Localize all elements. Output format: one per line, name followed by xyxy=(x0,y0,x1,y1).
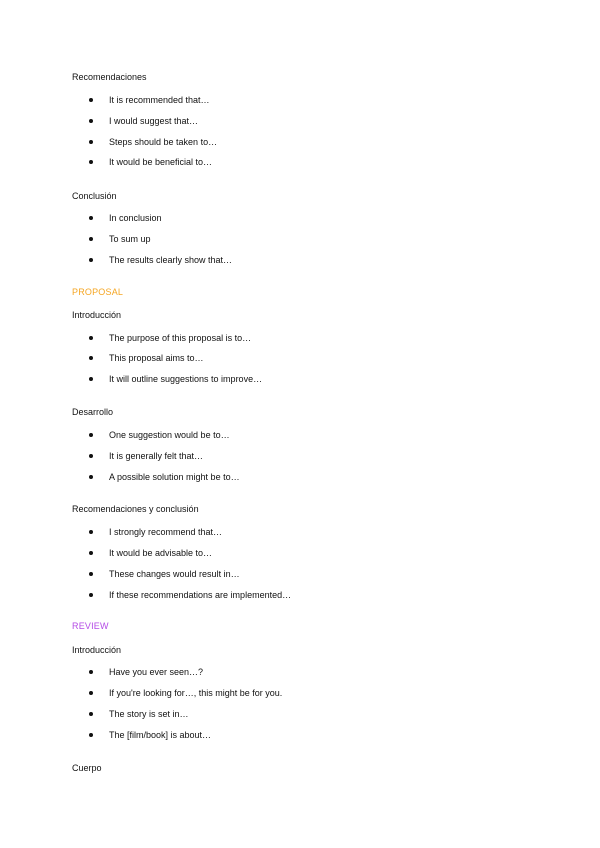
bullet-icon xyxy=(89,530,93,534)
list-item-text: To sum up xyxy=(109,234,151,244)
bullet-icon xyxy=(89,572,93,576)
bullet-icon xyxy=(89,336,93,340)
bullet-icon xyxy=(89,140,93,144)
bullet-icon xyxy=(89,433,93,437)
bullet-icon xyxy=(89,691,93,695)
bullet-icon xyxy=(89,356,93,360)
list-item-text: The results clearly show that… xyxy=(109,255,233,265)
bullet-icon xyxy=(89,475,93,479)
list-item-text: Steps should be taken to… xyxy=(109,137,218,147)
list-item-text: I would suggest that… xyxy=(109,116,199,126)
list-item-text: In conclusion xyxy=(109,213,162,223)
list-item-text: It is recommended that… xyxy=(109,95,210,105)
bullet-icon xyxy=(89,712,93,716)
conclusion-heading: Conclusión xyxy=(72,191,117,201)
bullet-icon xyxy=(89,98,93,102)
bullet-icon xyxy=(89,733,93,737)
proposal-recommendations-conclusion-heading: Recomendaciones y conclusión xyxy=(72,504,199,514)
bullet-icon xyxy=(89,216,93,220)
review-intro-heading: Introducción xyxy=(72,645,122,655)
list-item-text: Have you ever seen…? xyxy=(109,667,204,677)
review-body-heading: Cuerpo xyxy=(72,763,102,773)
recommendations-heading: Recomendaciones xyxy=(72,72,147,82)
list-item-text: It would be beneficial to… xyxy=(109,157,213,167)
bullet-icon xyxy=(89,237,93,241)
list-item-text: If you're looking for…, this might be for you. xyxy=(109,688,283,698)
proposal-intro-heading: Introducción xyxy=(72,310,122,320)
bullet-icon xyxy=(89,160,93,164)
list-item-text: It is generally felt that… xyxy=(109,451,204,461)
review-section-title: REVIEW xyxy=(72,621,109,631)
list-item-text: One suggestion would be to… xyxy=(109,430,230,440)
bullet-icon xyxy=(89,377,93,381)
list-item-text: A possible solution might be to… xyxy=(109,472,240,482)
bullet-icon xyxy=(89,119,93,123)
list-item-text: I strongly recommend that… xyxy=(109,527,223,537)
bullet-icon xyxy=(89,670,93,674)
proposal-section-title: PROPOSAL xyxy=(72,287,124,297)
bullet-icon xyxy=(89,593,93,597)
list-item-text: The story is set in… xyxy=(109,709,189,719)
list-item-text: If these recommendations are implemented… xyxy=(109,590,292,600)
proposal-development-heading: Desarrollo xyxy=(72,407,114,417)
bullet-icon xyxy=(89,551,93,555)
list-item-text: It will outline suggestions to improve… xyxy=(109,374,263,384)
bullet-icon xyxy=(89,258,93,262)
list-item-text: This proposal aims to… xyxy=(109,353,204,363)
list-item-text: The [film/book] is about… xyxy=(109,730,212,740)
list-item-text: The purpose of this proposal is to… xyxy=(109,333,252,343)
bullet-icon xyxy=(89,454,93,458)
list-item-text: These changes would result in… xyxy=(109,569,240,579)
list-item-text: It would be advisable to… xyxy=(109,548,213,558)
